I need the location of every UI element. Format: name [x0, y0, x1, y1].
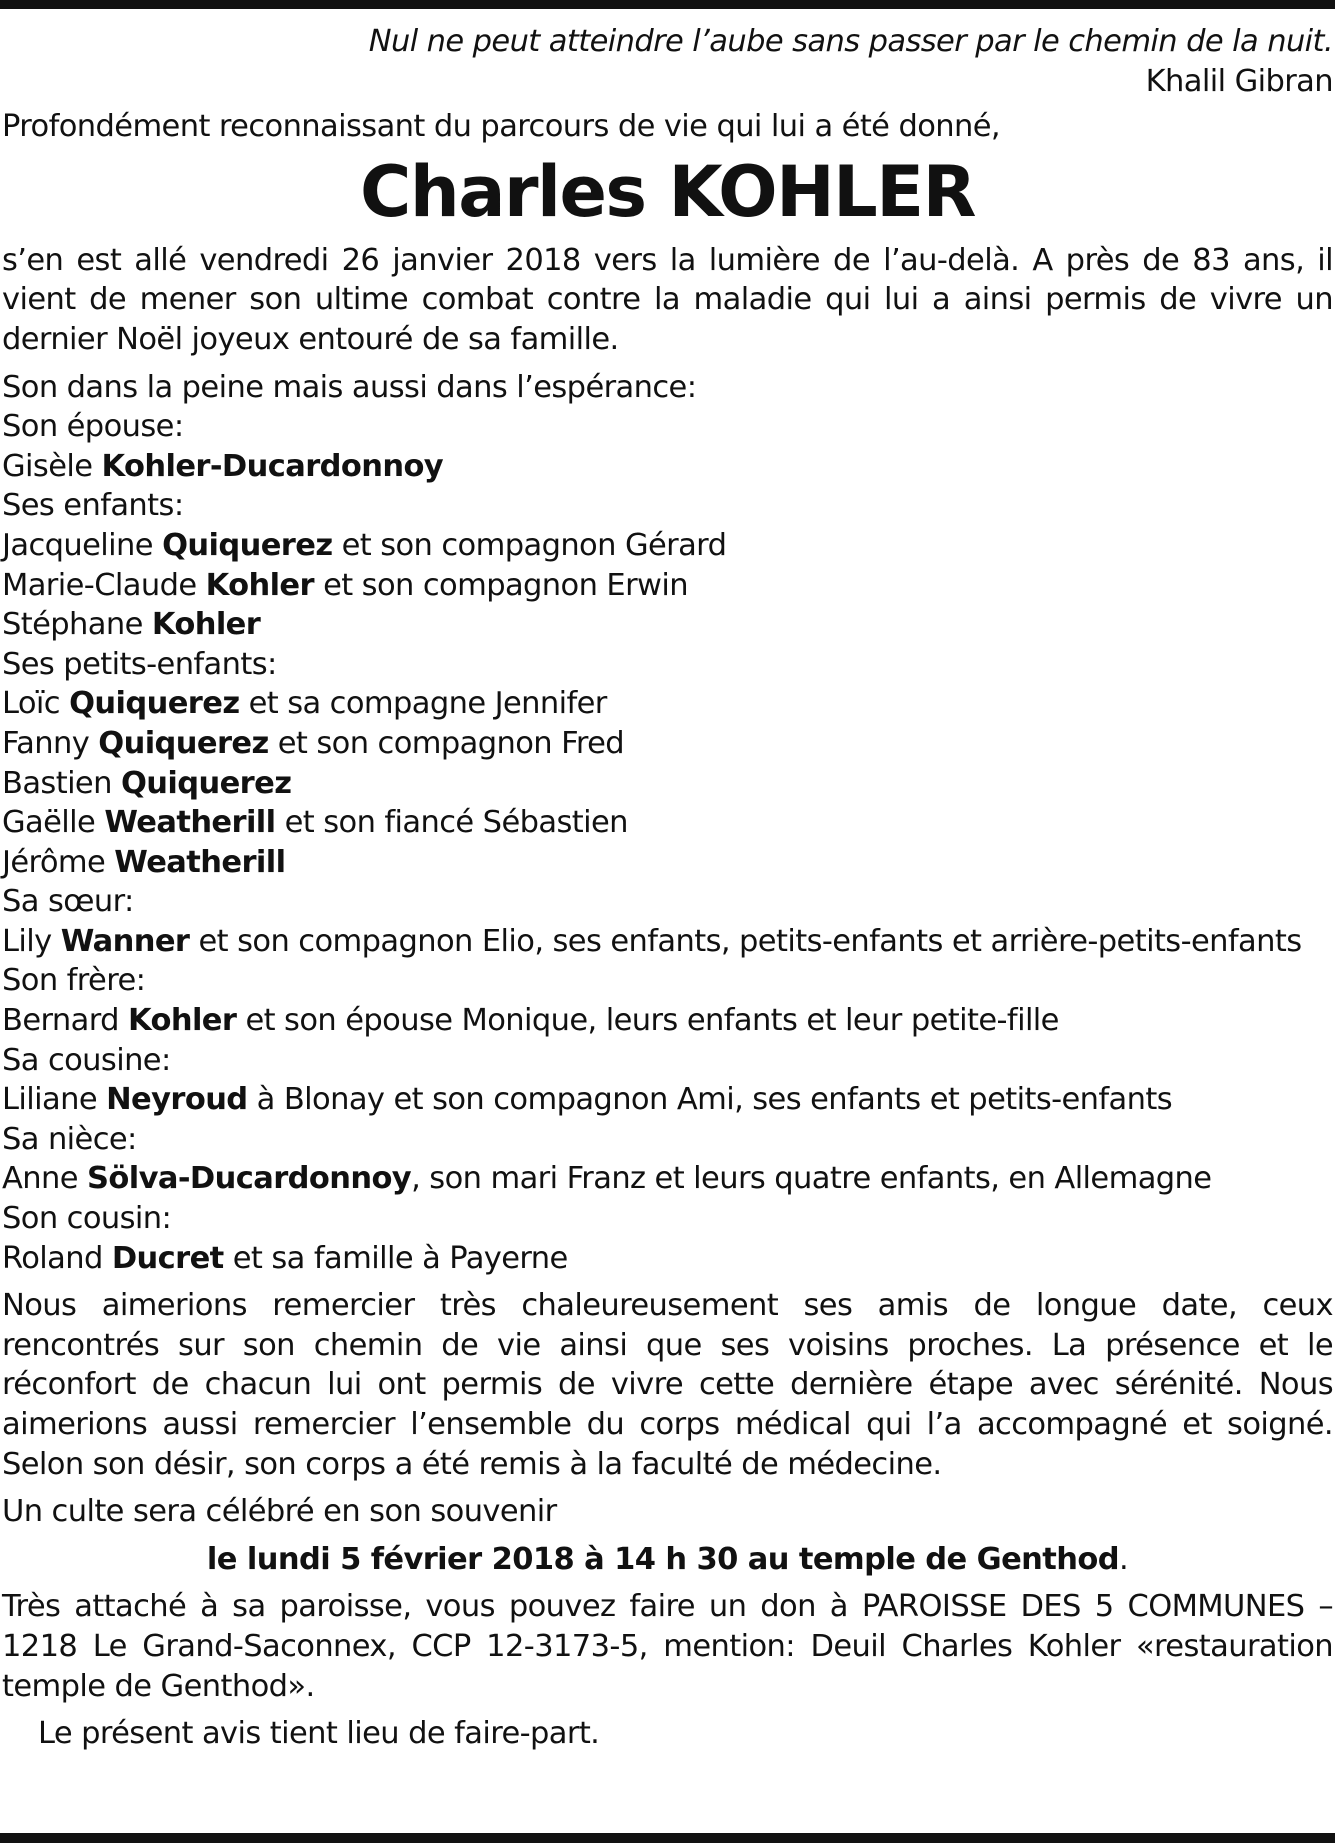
family-list	[2, 407, 1333, 1278]
family-member	[2, 526, 1333, 566]
member-details: à Blonay et son compagnon Ami, ses enfants et petits-enfants	[247, 1082, 1173, 1118]
family-member	[2, 803, 1333, 843]
epigraph-quote: Nul ne peut atteindre l’aube sans passer par le chemin de la nuit.	[368, 24, 1333, 59]
member-details: et son compagnon Erwin	[313, 567, 688, 603]
service-end: .	[1118, 1541, 1129, 1577]
family-member	[2, 605, 1333, 645]
family-relation: Sa sœur:	[2, 884, 134, 920]
family-member	[2, 566, 1333, 606]
bottom-rule	[0, 1833, 1335, 1843]
family-member	[2, 1001, 1333, 1041]
member-last-name: Kohler	[205, 567, 314, 603]
member-first-name: Gisèle	[2, 448, 102, 484]
family-relation: Son épouse:	[2, 409, 184, 445]
member-details: , son mari Franz et leurs quatre enfants, en Allemagne	[411, 1161, 1212, 1197]
member-last-name: Kohler	[127, 1003, 237, 1039]
service-intro: Un culte sera célébré en son souvenir	[2, 1494, 557, 1530]
member-first-name: Bernard	[2, 1003, 128, 1039]
service-date-place: le lundi 5 février 2018 à 14 h 30 au temple de Genthod	[206, 1541, 1119, 1577]
member-first-name: Roland	[2, 1240, 112, 1276]
family-relation: Sa nièce:	[2, 1121, 137, 1157]
family-member	[2, 1239, 1333, 1279]
member-first-name: Anne	[2, 1161, 87, 1197]
member-details: et son fiancé Sébastien	[275, 805, 628, 841]
member-last-name: Neyroud	[106, 1082, 248, 1118]
member-details: et sa compagne Jennifer	[239, 686, 607, 722]
member-details: et son compagnon Gérard	[332, 527, 727, 563]
family-member	[2, 922, 1333, 962]
family-member	[2, 764, 1333, 804]
family-relation: Son frère:	[2, 963, 146, 999]
member-first-name: Loïc	[2, 686, 70, 722]
member-last-name: Quiquerez	[120, 765, 292, 801]
member-last-name: Ducret	[111, 1240, 224, 1276]
member-first-name: Marie-Claude	[2, 567, 206, 603]
member-last-name: Wanner	[60, 923, 190, 959]
family-member	[2, 447, 1333, 487]
family-relation: Ses petits-enfants:	[2, 646, 277, 682]
member-last-name: Kohler	[151, 607, 261, 643]
member-details: et son compagnon Elio, ses enfants, petits-enfants et arrière-petits-enfants	[189, 923, 1302, 959]
obituary-notice	[2, 22, 1333, 1754]
member-first-name: Gaëlle	[2, 805, 105, 841]
family-relation: Ses enfants:	[2, 488, 184, 524]
member-last-name: Weatherill	[114, 844, 286, 880]
member-first-name: Stéphane	[2, 607, 152, 643]
family-member	[2, 1159, 1333, 1199]
family-member	[2, 843, 1333, 883]
family-intro: Son dans la peine mais aussi dans l’espérance:	[2, 369, 697, 405]
member-last-name: Quiquerez	[69, 686, 240, 722]
member-first-name: Lily	[2, 923, 61, 959]
intro-text: Profondément reconnaissant du parcours de vie qui lui a été donné,	[2, 109, 1000, 145]
family-member	[2, 724, 1333, 764]
member-last-name: Weatherill	[104, 805, 276, 841]
closing-text: Le présent avis tient lieu de faire-part.	[38, 1716, 600, 1752]
member-first-name: Liliane	[2, 1082, 107, 1118]
epigraph-author: Khalil Gibran	[1145, 63, 1333, 99]
family-member	[2, 1080, 1333, 1120]
member-details: et sa famille à Payerne	[223, 1240, 568, 1276]
member-first-name: Jérôme	[2, 844, 115, 880]
member-first-name: Jacqueline	[2, 527, 163, 563]
member-details: et son épouse Monique, leurs enfants et leur petite-fille	[236, 1003, 1059, 1039]
thanks-text: Nous aimerions remercier très chaleureusement ses amis de longue date, ceux rencontrés sur son chemin de vie ainsi que ses voisins proches. La présence et le réconfort de chacun lui ont permis de vivre cette dernière étape avec sérénité. Nous aimerions aussi remercier l’ensemble du corps médical qui l’a accompagné et soigné. Selon son désir, son corps a été remis à la faculté de médecine.	[2, 1288, 1333, 1482]
member-first-name: Fanny	[2, 725, 99, 761]
top-rule	[0, 0, 1335, 9]
member-last-name: Quiquerez	[162, 527, 333, 563]
deceased-name: Charles KOHLER	[360, 150, 975, 233]
member-first-name: Bastien	[2, 765, 121, 801]
member-last-name: Quiquerez	[98, 725, 269, 761]
service-detail	[2, 1540, 1333, 1580]
donation-text: Très attaché à sa paroisse, vous pouvez faire un don à PAROISSE DES 5 COMMUNES – 1218 Le Grand-Saconnex, CCP 12-3173-5, mention: Deuil Charles Kohler «restauration temple de Genthod».	[2, 1589, 1333, 1704]
member-last-name: Sölva-Ducardonnoy	[87, 1161, 412, 1197]
announcement-text: s’en est allé vendredi 26 janvier 2018 vers la lumière de l’au-delà. A près de 83 ans, il vient de mener son ultime combat contre la maladie qui lui a ainsi permis de vivre un dernier Noël joyeux entouré de sa famille.	[2, 242, 1333, 357]
family-relation: Sa cousine:	[2, 1042, 171, 1078]
member-last-name: Kohler-Ducardonnoy	[101, 448, 444, 484]
member-details: et son compagnon Fred	[268, 725, 625, 761]
family-relation: Son cousin:	[2, 1201, 172, 1237]
family-member	[2, 684, 1333, 724]
